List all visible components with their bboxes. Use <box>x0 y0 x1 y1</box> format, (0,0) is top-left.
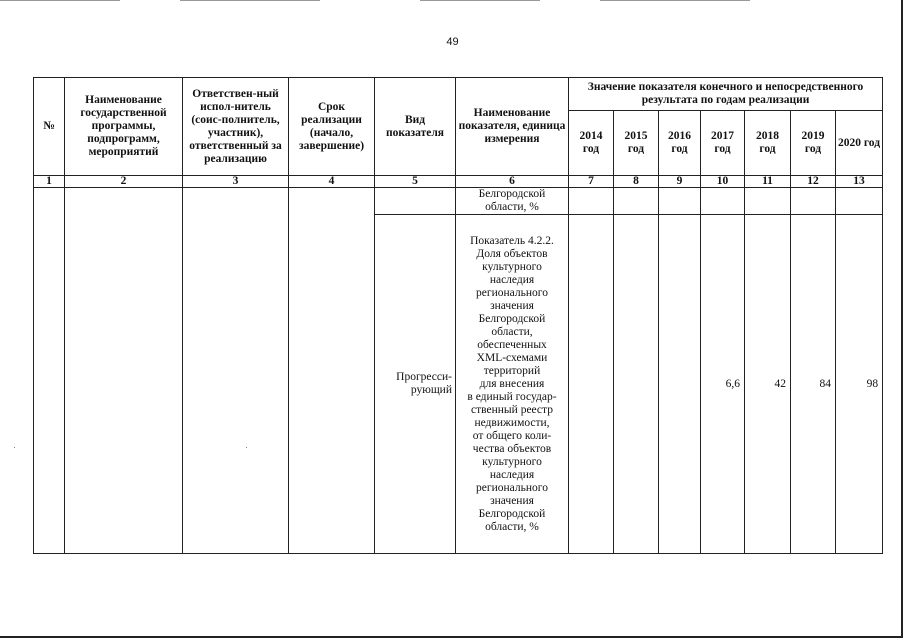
cell-number <box>34 188 65 554</box>
header-row-group <box>34 78 883 111</box>
column-number: 10 <box>701 176 745 188</box>
page-number: 49 <box>446 36 459 48</box>
column-number: 9 <box>659 176 701 188</box>
cell-indicator-type <box>375 188 456 215</box>
cell-value <box>836 188 883 215</box>
cell-indicator-type: Прогресси- рующий <box>375 215 456 554</box>
header-indicator-name: Наименование показателя, единица измерения <box>456 78 569 176</box>
header-year: 2014 год <box>569 111 614 176</box>
column-number: 2 <box>65 176 183 188</box>
column-number: 1 <box>34 176 65 188</box>
cell-indicator-name: Белгородской области, % <box>456 188 569 215</box>
cell-value: 42 <box>745 215 791 554</box>
header-program-name: Наименование государственной программы, подпрограмм, мероприятий <box>65 78 183 176</box>
indicator-table <box>33 77 883 554</box>
column-number: 5 <box>375 176 456 188</box>
cell-value <box>745 188 791 215</box>
column-number: 13 <box>836 176 883 188</box>
cell-program-name <box>65 188 183 554</box>
header-indicator-type: Вид показателя <box>375 78 456 176</box>
cell-value <box>791 188 836 215</box>
header-year: 2020 год <box>836 111 883 176</box>
header-values-group: Значение показателя конечного и непосредственного результата по годам реализации <box>569 78 883 111</box>
column-number-row <box>34 176 883 188</box>
scan-edge-line <box>180 0 320 1</box>
cell-indicator-name: Показатель 4.2.2. Доля объектов культурного наследия регионального значения Белгородской области, обеспеченных XML-схемами территорий для внесения в единый государ- ственный реестр недвижимости, от общего коли- чества объектов культурного наследия регионального значения Белгородской области, % <box>456 215 569 554</box>
scan-speck <box>14 447 15 448</box>
column-number: 3 <box>183 176 289 188</box>
header-responsible: Ответствен-ный испол-нитель (соис-полнитель, участник), ответственный за реализацию <box>183 78 289 176</box>
header-year: 2019 год <box>791 111 836 176</box>
cell-value <box>614 188 659 215</box>
cell-responsible <box>183 188 289 554</box>
scan-edge-line <box>420 0 540 1</box>
cell-value <box>659 188 701 215</box>
scan-edge-line <box>600 0 750 1</box>
cell-period <box>289 188 375 554</box>
cell-value <box>659 215 701 554</box>
header-year: 2018 год <box>745 111 791 176</box>
column-number: 7 <box>569 176 614 188</box>
column-number: 6 <box>456 176 569 188</box>
header-period: Срок реализации (начало, завершение) <box>289 78 375 176</box>
column-number: 4 <box>289 176 375 188</box>
cell-value <box>569 215 614 554</box>
column-number: 12 <box>791 176 836 188</box>
column-number: 8 <box>614 176 659 188</box>
cell-value <box>614 215 659 554</box>
cell-value: 84 <box>791 215 836 554</box>
header-year: 2016 год <box>659 111 701 176</box>
cell-value: 6,6 <box>701 215 745 554</box>
cell-value: 98 <box>836 215 883 554</box>
header-number: № <box>34 78 65 176</box>
table-row <box>34 188 883 215</box>
cell-value <box>569 188 614 215</box>
header-year: 2015 год <box>614 111 659 176</box>
cell-value <box>701 188 745 215</box>
scan-edge-line <box>0 0 120 1</box>
column-number: 11 <box>745 176 791 188</box>
header-year: 2017 год <box>701 111 745 176</box>
